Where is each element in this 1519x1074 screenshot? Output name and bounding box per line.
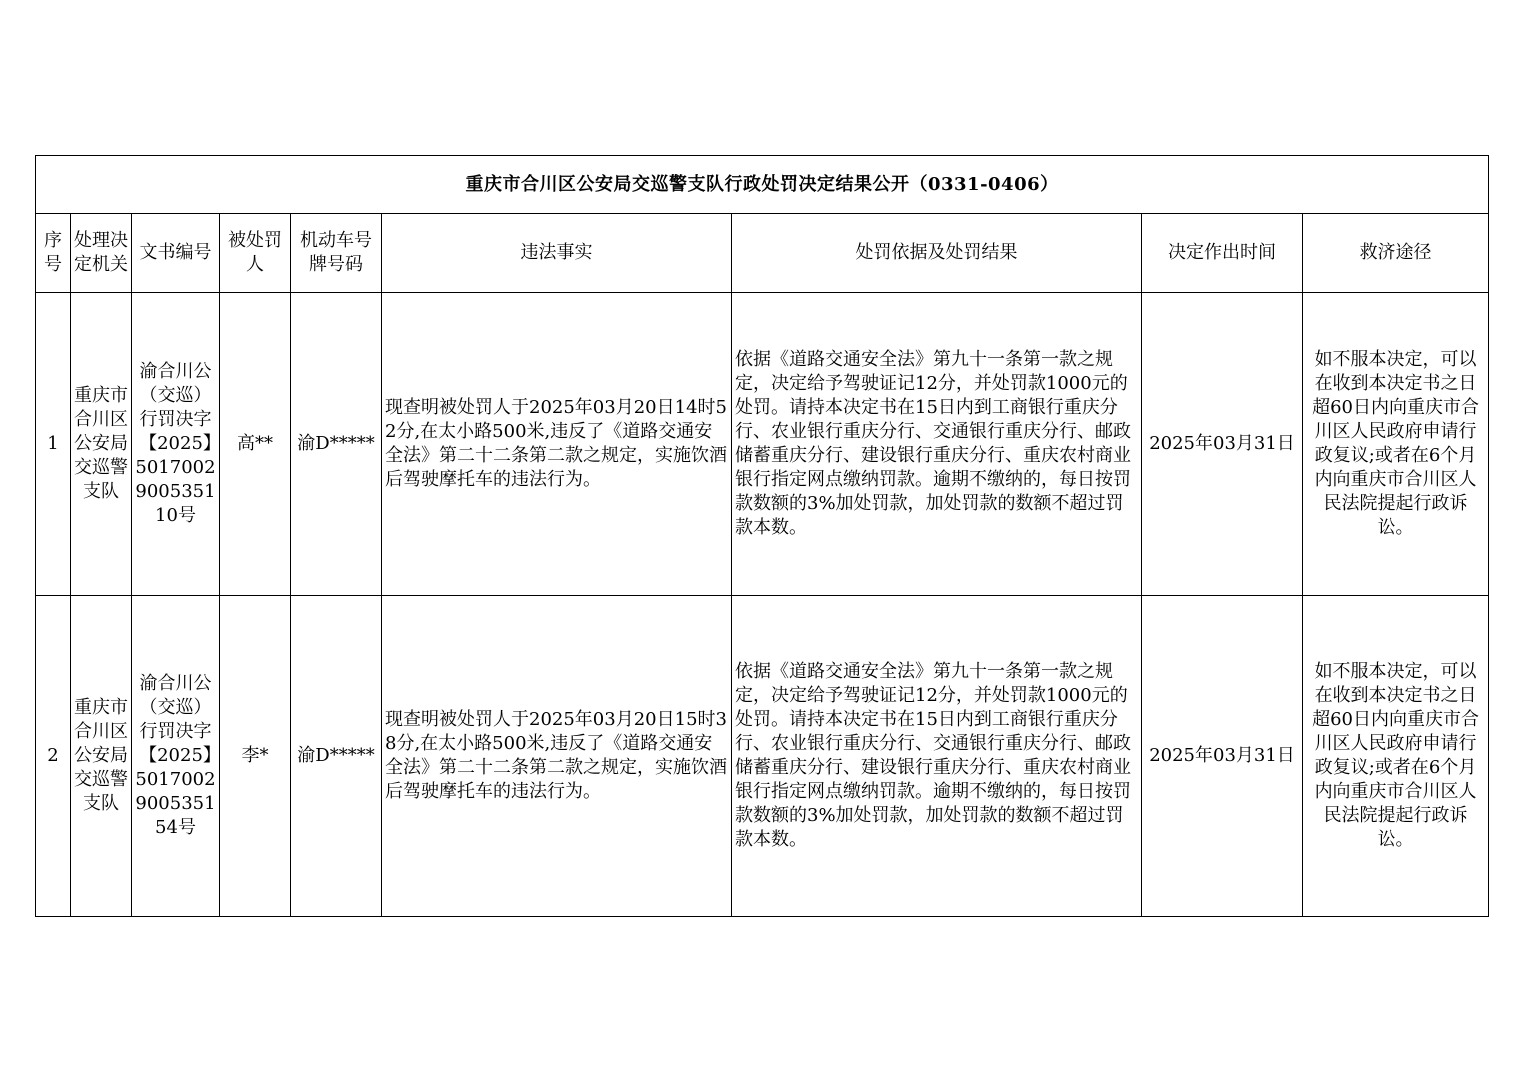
col-header-person: 被处罚人 — [220, 214, 291, 293]
col-header-date: 决定作出时间 — [1142, 214, 1303, 293]
col-header-doc-no: 文书编号 — [132, 214, 220, 293]
page-title: 重庆市合川区公安局交巡警支队行政处罚决定结果公开（0331-0406） — [36, 156, 1489, 214]
cell-basis: 依据《道路交通安全法》第九十一条第一款之规定，决定给予驾驶证记12分，并处罚款1000元的处罚。请持本决定书在15日内到工商银行重庆分行、农业银行重庆分行、交通银行重庆分行、邮政储蓄重庆分行、建设银行重庆分行、重庆农村商业银行指定网点缴纳罚款。逾期不缴纳的，每日按罚款数额的3%加处罚款，加处罚款的数额不超过罚款本数。 — [732, 596, 1142, 917]
cell-person: 李* — [220, 596, 291, 917]
cell-remedy: 如不服本决定，可以在收到本决定书之日超60日内向重庆市合川区人民政府申请行政复议;或者在6个月内向重庆市合川区人民法院提起行政诉讼。 — [1303, 293, 1489, 596]
col-header-agency: 处理决定机关 — [71, 214, 132, 293]
cell-facts: 现查明被处罚人于2025年03月20日15时38分,在太小路500米,违反了《道路交通安全法》第二十二条第二款之规定，实施饮酒后驾驶摩托车的违法行为。 — [382, 596, 732, 917]
cell-agency: 重庆市合川区公安局交巡警支队 — [71, 596, 132, 917]
cell-date: 2025年03月31日 — [1142, 596, 1303, 917]
cell-agency: 重庆市合川区公安局交巡警支队 — [71, 293, 132, 596]
cell-doc-no: 渝合川公（交巡）行罚决字【2025】5017002900535110号 — [132, 293, 220, 596]
table-row — [36, 293, 1489, 596]
cell-date: 2025年03月31日 — [1142, 293, 1303, 596]
cell-person: 高** — [220, 293, 291, 596]
cell-plate: 渝D***** — [291, 596, 382, 917]
cell-plate: 渝D***** — [291, 293, 382, 596]
penalty-table — [35, 155, 1489, 917]
cell-facts: 现查明被处罚人于2025年03月20日14时52分,在太小路500米,违反了《道路交通安全法》第二十二条第二款之规定，实施饮酒后驾驶摩托车的违法行为。 — [382, 293, 732, 596]
col-header-remedy: 救济途径 — [1303, 214, 1489, 293]
cell-index: 2 — [36, 596, 71, 917]
cell-remedy: 如不服本决定，可以在收到本决定书之日超60日内向重庆市合川区人民政府申请行政复议;或者在6个月内向重庆市合川区人民法院提起行政诉讼。 — [1303, 596, 1489, 917]
cell-index: 1 — [36, 293, 71, 596]
col-header-index: 序号 — [36, 214, 71, 293]
col-header-plate: 机动车号牌号码 — [291, 214, 382, 293]
col-header-basis: 处罚依据及处罚结果 — [732, 214, 1142, 293]
cell-basis: 依据《道路交通安全法》第九十一条第一款之规定，决定给予驾驶证记12分，并处罚款1000元的处罚。请持本决定书在15日内到工商银行重庆分行、农业银行重庆分行、交通银行重庆分行、邮政储蓄重庆分行、建设银行重庆分行、重庆农村商业银行指定网点缴纳罚款。逾期不缴纳的，每日按罚款数额的3%加处罚款，加处罚款的数额不超过罚款本数。 — [732, 293, 1142, 596]
header-row — [36, 214, 1489, 293]
table-row — [36, 596, 1489, 917]
col-header-facts: 违法事实 — [382, 214, 732, 293]
cell-doc-no: 渝合川公（交巡）行罚决字【2025】5017002900535154号 — [132, 596, 220, 917]
